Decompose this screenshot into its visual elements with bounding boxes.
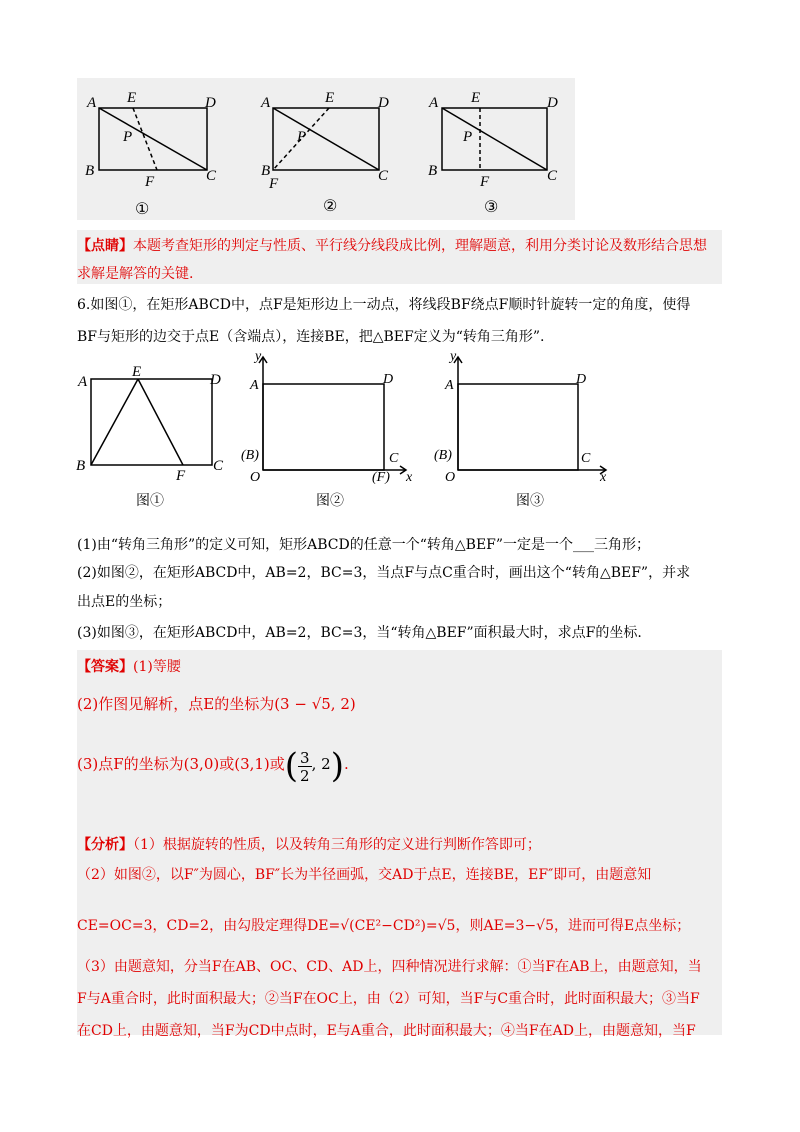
mid-caption-2: 图② (316, 494, 344, 509)
label-O: O (445, 470, 456, 485)
answer-3-prefix: (3)点F的坐标为(3,0)或(3,1)或 (77, 755, 285, 773)
label-B: (B) (434, 448, 452, 463)
diagonal (273, 108, 379, 170)
figure-1 (99, 108, 207, 170)
label-C: C (378, 168, 389, 184)
label-E: E (471, 90, 481, 106)
analysis-line-6: 在CD上，由题意知，当F为CD中点时，E与A重合，此时面积最大；④当F在AD上，由题意知，当F (77, 1023, 696, 1039)
comment-line-1 (77, 235, 707, 255)
label-E: E (132, 364, 142, 380)
comment-text-1: 本题考查矩形的判定与性质、平行线分线段成比例，理解题意，利用分类讨论及数形结合思想 (133, 238, 707, 254)
comment-tag: 【点睛】 (77, 238, 133, 254)
label-A: A (429, 95, 439, 111)
mid-caption-3: 图③ (516, 494, 544, 509)
figure-2 (273, 108, 379, 170)
label-A: A (261, 95, 271, 111)
answer-3-suffix: , 2 (311, 755, 331, 773)
label-D: D (378, 95, 389, 111)
label-D: D (205, 95, 216, 111)
analysis-tag: 【分析】 (77, 837, 133, 853)
label-F: (F) (372, 470, 390, 485)
label-C: C (581, 451, 591, 466)
top-figures (77, 78, 575, 220)
label-A: A (87, 95, 97, 111)
caption-2: ② (323, 198, 338, 215)
mid-figures (70, 350, 630, 510)
diagonal (442, 108, 547, 170)
answer-line-1 (77, 656, 181, 676)
label-E: E (127, 90, 137, 106)
label-F: F (480, 174, 490, 190)
label-A: A (250, 378, 259, 393)
label-B: B (261, 163, 271, 179)
label-F: F (176, 468, 186, 484)
label-C: C (547, 168, 558, 184)
question-1: (1)由“转角三角形”的定义可知，矩形ABCD的任意一个“转角△BEF”一定是一个___三角形； (77, 537, 651, 553)
problem-line-1: 6.如图①，在矩形ABCD中，点F是矩形边上一动点，将线段BF绕点F顺时针旋转一定的角度，使得 (77, 297, 691, 313)
answer-line-3: (3)点F的坐标为(3,0)或(3,1)或( $\frac{3}{2}$ , 2). (77, 746, 349, 786)
label-A: A (78, 374, 88, 390)
answer-1: (1)等腰 (133, 659, 181, 675)
question-2b: 出点E的坐标； (77, 594, 172, 610)
analysis-text-1: （1）根据旋转的性质，以及转角三角形的定义进行判断作答即可； (133, 837, 541, 853)
label-C: C (213, 458, 224, 474)
caption-3: ③ (484, 199, 499, 216)
label-D: D (576, 372, 587, 387)
label-P: P (297, 129, 307, 145)
answer-tag: 【答案】 (77, 659, 133, 675)
label-P: P (463, 129, 473, 145)
label-D: D (383, 372, 394, 387)
mid-figure-1 (91, 379, 212, 465)
frac-numerator: 3 (300, 749, 310, 767)
label-B: B (85, 163, 95, 179)
label-B: B (76, 458, 86, 474)
label-E: E (325, 90, 335, 106)
question-3: (3)如图③，在矩形ABCD中，AB=2，BC=3，当“转角△BEF”面积最大时，求点F的坐标. (77, 625, 642, 641)
label-B: B (428, 163, 438, 179)
label-C: C (389, 451, 399, 466)
frac-denominator: 2 (300, 767, 310, 785)
axis-y: y (450, 350, 457, 364)
label-F: F (269, 176, 279, 192)
comment-line-2: 求解是解答的关键. (77, 266, 194, 282)
axis-y: y (255, 350, 262, 364)
label-A: A (445, 378, 454, 393)
analysis-line-5: F与A重合时，此时面积最大；②当F在OC上，由（2）可知，当F与C重合时，此时面积最大；③当F (77, 991, 700, 1007)
answer-2: (2)作图见解析，点E的坐标为(3 − √5, 2) (77, 695, 356, 713)
answer-3-end: . (343, 755, 349, 773)
label-C: C (206, 168, 217, 184)
figure-3 (442, 108, 547, 170)
mid-caption-1: 图① (136, 494, 164, 509)
analysis-line-1 (77, 834, 541, 854)
axis-x: x (406, 470, 413, 485)
axis-x: x (600, 470, 607, 485)
label-D: D (210, 372, 221, 388)
label-P: P (123, 129, 133, 145)
label-B: (B) (241, 448, 259, 463)
label-O: O (250, 470, 261, 485)
problem-line-2: BF与矩形的边交于点E（含端点），连接BE，把△BEF定义为“转角三角形”. (77, 329, 545, 345)
caption-1: ① (135, 201, 150, 218)
analysis-line-4: （3）由题意知，分当F在AB、OC、CD、AD上，四种情况进行求解：①当F在AB上，由题意知，当 (77, 959, 702, 975)
question-2a: (2)如图②，在矩形ABCD中，AB=2，BC=3，当点F与点C重合时，画出这个“转角△BEF”，并求 (77, 565, 691, 581)
label-D: D (547, 95, 558, 111)
analysis-line-2: （2）如图②，以F″为圆心，BF″长为半径画弧，交AD于点E，连接BE，EF″即可，由题意知 (77, 867, 652, 883)
analysis-line-3: CE=OC=3，CD=2，由勾股定理得DE=√(CE²−CD²)=√5，则AE=3−√5，进而可得E点坐标； (77, 918, 691, 934)
label-F: F (145, 174, 155, 190)
